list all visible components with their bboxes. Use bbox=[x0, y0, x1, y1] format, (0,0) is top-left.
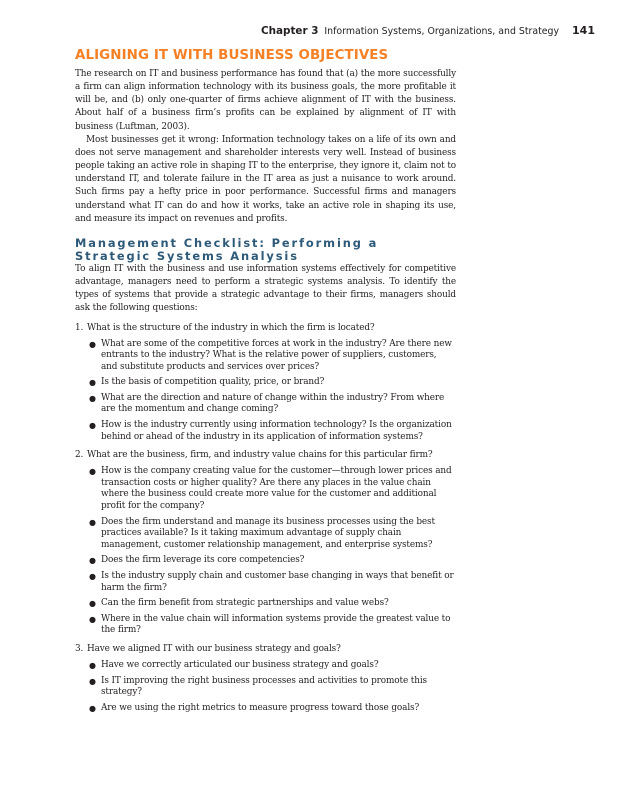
bullet-list bbox=[75, 339, 456, 444]
bullet-icon: ● bbox=[89, 517, 96, 527]
section-title: ALIGNING IT WITH BUSINESS OBJECTIVES bbox=[75, 48, 389, 63]
bullet-icon: ● bbox=[89, 660, 96, 670]
question-text: What are the business, firm, and industry value chains for this particular firm? bbox=[87, 450, 433, 461]
bullet-item: ● Does the firm leverage its core competencies? bbox=[89, 555, 305, 566]
bullet-icon: ● bbox=[89, 703, 96, 713]
checklist-intro: To align IT with the business and use information systems effectively for competitive advantage, managers need to perform a strategic systems analysis. To identify the types of systems that provide a strategic advantage to their firms, managers should ask the following questions: bbox=[75, 263, 456, 314]
bullet-icon: ● bbox=[89, 467, 96, 477]
bullet-item: ● What are some of the competitive forces at work in the industry? Are there new entrants to the industry? What is the relative power of suppliers, customers, and substitute products and services over prices? bbox=[89, 338, 452, 372]
bullet-item: ● Is the industry supply chain and customer base changing in ways that benefit or harm the firm? bbox=[89, 571, 454, 593]
bullet-item: ● What are the direction and nature of change within the industry? From where are the momentum and change coming? bbox=[89, 392, 445, 415]
body-paragraph-1: The research on IT and business performance has found that (a) the more successfully a firm can align information technology with its business goals, the more profitable it will be, and (b) only one-quarter of firms achieve alignment of IT with the business. About half of a business firm’s profits can be explained by alignment of IT with business (Luftman, 2003). bbox=[75, 69, 456, 132]
bullet-icon: ● bbox=[89, 393, 96, 403]
question-item bbox=[75, 322, 456, 444]
bullet-item: ● Can the firm benefit from strategic partnerships and value webs? bbox=[89, 598, 389, 609]
question-text: What is the structure of the industry in which the firm is located? bbox=[87, 322, 375, 333]
bullet-icon: ● bbox=[89, 378, 96, 388]
bullet-icon: ● bbox=[89, 556, 96, 566]
page-content bbox=[75, 48, 456, 720]
bullet-item: ● How is the company creating value for the customer—through lower prices and transaction costs or higher quality? Are there any places in the value chain where the business could create more value for the customer and additional profit for the company? bbox=[89, 466, 452, 512]
bullet-item: ● How is the industry currently using information technology? Is the organization behind or ahead of the industry in its application of information systems? bbox=[89, 420, 452, 442]
question-text: Have we aligned IT with our business strategy and goals? bbox=[87, 643, 341, 654]
page-number: 141 bbox=[572, 24, 595, 37]
question-number: 3. bbox=[75, 643, 84, 654]
bullet-item: ● Have we correctly articulated our business strategy and goals? bbox=[89, 659, 379, 670]
question-list bbox=[75, 322, 456, 715]
bullet-list bbox=[75, 466, 456, 637]
question-item bbox=[75, 449, 456, 637]
running-header bbox=[261, 24, 595, 37]
bullet-icon: ● bbox=[89, 572, 96, 581]
question-number: 1. bbox=[75, 322, 84, 333]
bullet-item: ● Is the basis of competition quality, price, or brand? bbox=[89, 377, 325, 388]
chapter-title: Information Systems, Organizations, and Strategy bbox=[324, 26, 560, 37]
bullet-item: ● Is IT improving the right business processes and activities to promote this strategy? bbox=[89, 675, 427, 698]
checklist-heading: Management Checklist: Performing a Strategic Systems Analysis bbox=[75, 235, 379, 263]
bullet-icon: ● bbox=[89, 614, 96, 624]
question-item bbox=[75, 643, 456, 714]
body-paragraph-2: Most businesses get it wrong: Information technology takes on a life of its own and does not serve management and shareholder interests very well. Instead of business people taking an active role in shaping IT to the enterprise, they ignore it, claim not to understand IT, and tolerate failure in the IT area as just a nuisance to work around. Such firms pay a hefty price in poor performance. Successful firms and managers understand what IT can do and how it works, take an active role in shaping its use, and measure its impact on revenues and profits. bbox=[75, 134, 456, 224]
bullet-item: ● Are we using the right metrics to measure progress toward those goals? bbox=[89, 702, 420, 713]
bullet-icon: ● bbox=[89, 339, 96, 349]
bullet-item: ● Where in the value chain will information systems provide the greatest value to the firm? bbox=[89, 613, 451, 636]
bullet-icon: ● bbox=[89, 421, 96, 431]
bullet-icon: ● bbox=[89, 676, 96, 686]
question-number: 2. bbox=[75, 450, 84, 461]
bullet-item: ● Does the firm understand and manage its business processes using the best practices available? Is it taking maximum advantage of supply chain management, customer relationship management, and enterprise systems? bbox=[89, 516, 435, 550]
bullet-icon: ● bbox=[89, 599, 96, 609]
bullet-list bbox=[75, 660, 456, 714]
chapter-label: Chapter 3 bbox=[260, 25, 319, 37]
